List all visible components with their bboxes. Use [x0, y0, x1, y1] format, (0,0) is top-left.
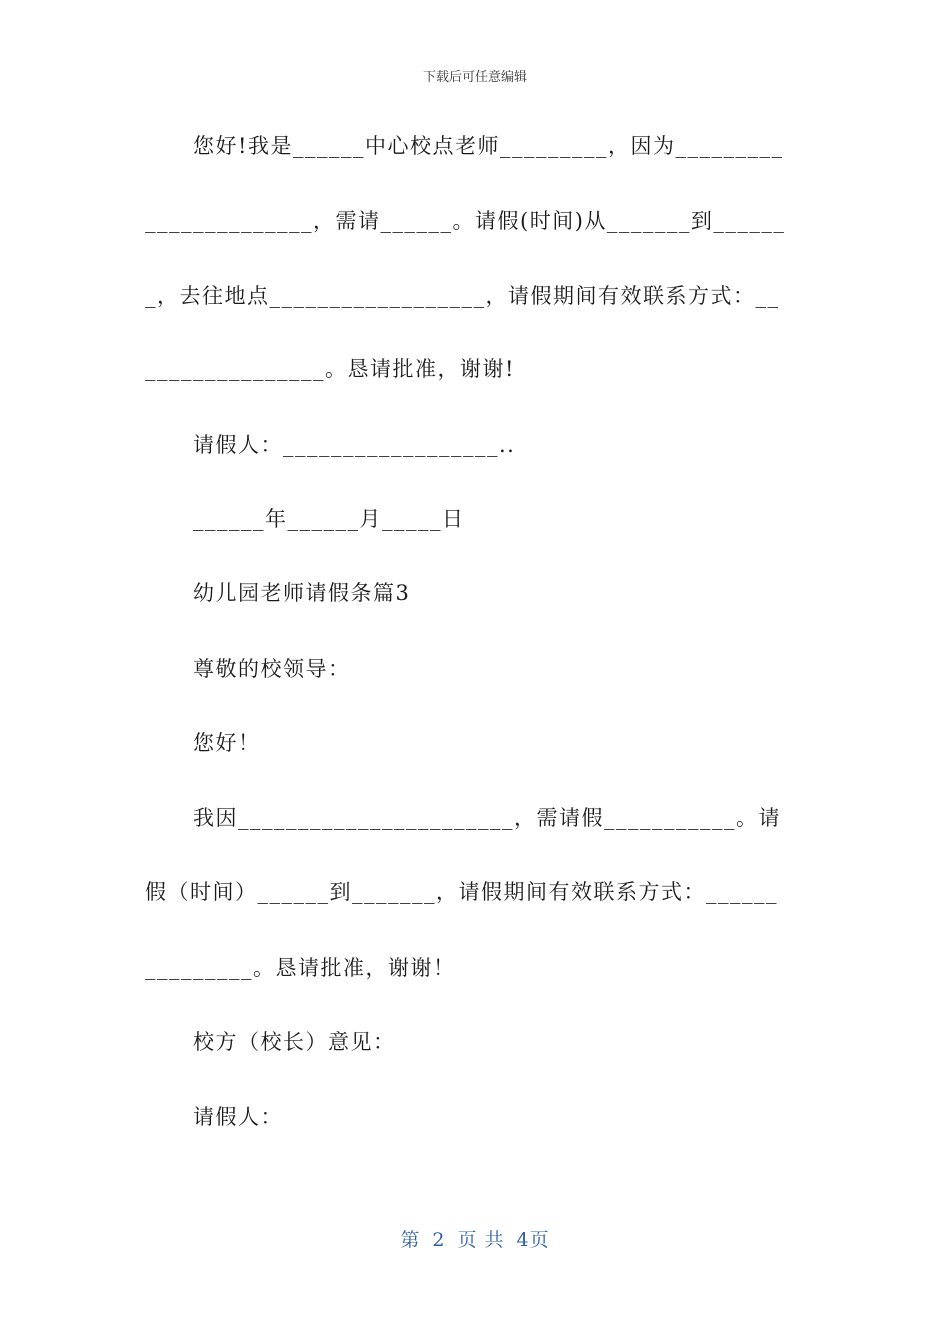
- applicant-label: 请假人：: [193, 1105, 283, 1129]
- school-opinion-label: 校方（校长）意见：: [193, 1030, 396, 1054]
- footer-prefix: 第: [400, 1229, 421, 1251]
- footer-total: 4页: [516, 1229, 550, 1251]
- body-line-2: ______________，需请______。请假(时间)从_______到______: [145, 209, 786, 233]
- applicant-line: 请假人：__________________..: [193, 433, 516, 457]
- footer-middle: 页 共: [457, 1229, 505, 1251]
- page-header: 下载后可任意编辑: [422, 70, 527, 85]
- body-line-11: 假（时间）______到_______，请假期间有效联系方式：______: [145, 880, 778, 904]
- body-line-10: 我因_______________________，需请假___________。请: [193, 806, 781, 830]
- page-footer: [0, 1225, 950, 1252]
- section-title: 幼儿园老师请假条篇3: [193, 581, 411, 605]
- body-line-4: _______________。恳请批准，谢谢!: [145, 357, 515, 381]
- footer-page-number: 2: [432, 1229, 446, 1251]
- greeting: 您好！: [193, 731, 261, 755]
- body-line-1: 您好!我是______中心校点老师_________，因为_________: [193, 134, 784, 158]
- body-line-12: _________。恳请批准，谢谢！: [145, 956, 456, 980]
- salutation: 尊敬的校领导：: [193, 657, 351, 681]
- date-line: ______年______月_____日: [193, 507, 465, 531]
- body-line-3: _，去往地点__________________，请假期间有效联系方式：__: [145, 284, 780, 308]
